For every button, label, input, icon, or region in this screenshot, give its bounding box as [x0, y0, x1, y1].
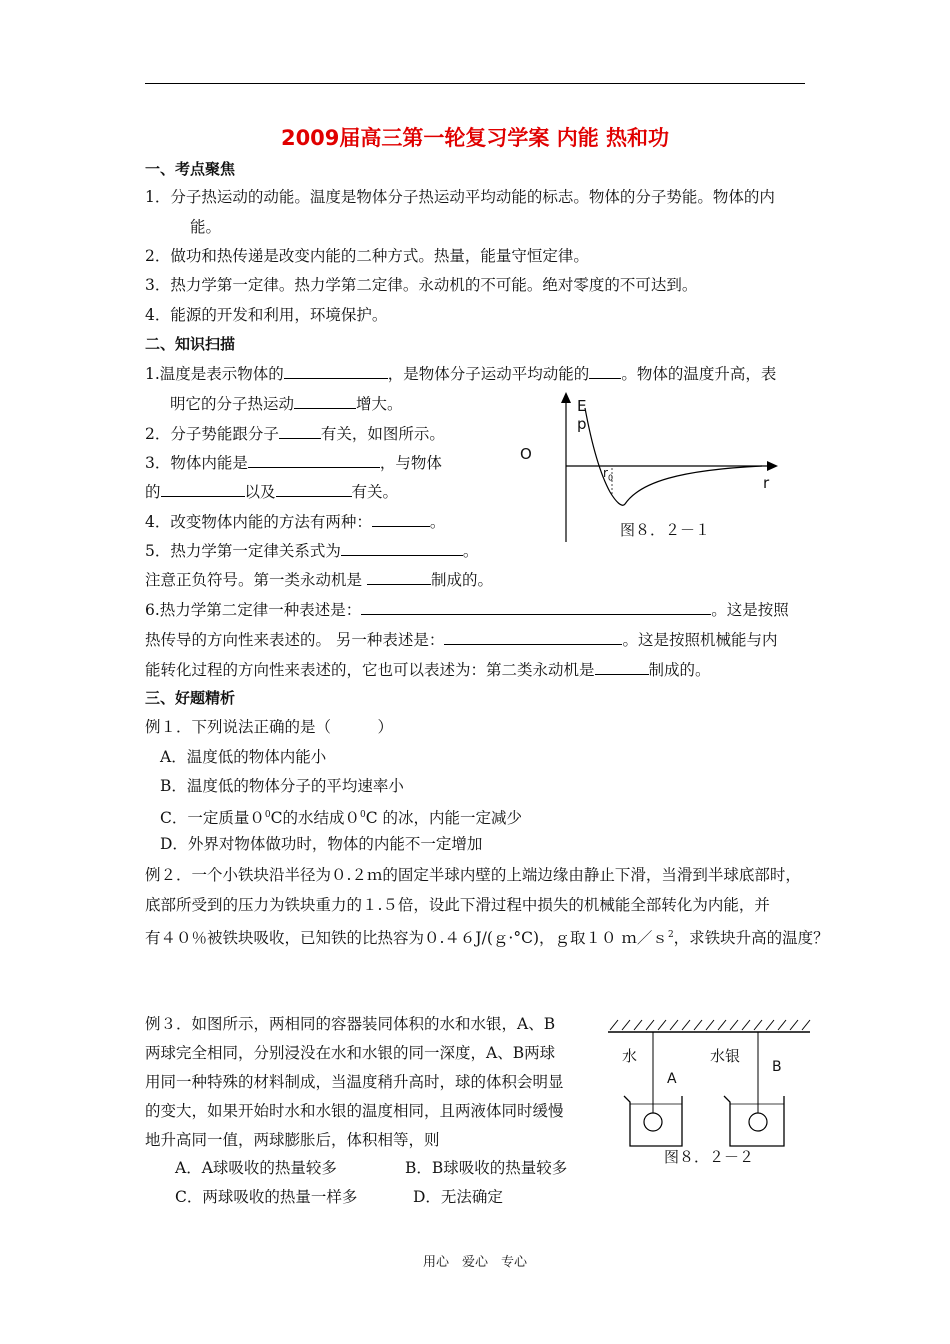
degree-sup: 0	[264, 810, 271, 820]
example-1-option-a: A．温度低的物体内能小	[160, 748, 327, 766]
blank[interactable]	[361, 598, 711, 615]
option-c-text-1: C．一定质量０	[160, 809, 265, 828]
squared-sup: 2	[667, 930, 674, 940]
ep-curve	[585, 408, 762, 505]
option-c-text-3: C 的冰，内能一定减少	[365, 809, 523, 828]
section-heading-focus: 一、考点聚焦	[145, 160, 236, 178]
scan-6-text-d: 。这是按照机械能与内	[622, 631, 778, 649]
scan-4-text-b: 。	[429, 513, 446, 531]
ball-a-label: A	[667, 1071, 677, 1087]
r0-sub: 0	[607, 473, 614, 483]
scan-3-text-e: 有关。	[351, 483, 399, 501]
ep-label-p: p	[577, 415, 587, 433]
scan-3-text-a: 3．物体内能是	[145, 454, 248, 472]
scan-item-3-cont	[145, 480, 398, 503]
page-title: 2009届高三第一轮复习学案 内能 热和功	[280, 126, 670, 150]
example-3-option-b: B．B球吸收的热量较多	[405, 1159, 568, 1177]
example-3-line-1: 例３．如图所示，两相同的容器装同体积的水和水银，A、B	[145, 1015, 556, 1033]
scan-1-text-a: 1.温度是表示物体的	[145, 365, 284, 383]
degree-sup: 0	[359, 810, 366, 820]
ceiling-hatching	[610, 1020, 810, 1030]
example-2-line-3b: ，求铁块升高的温度？	[673, 929, 829, 948]
example-2-line-2: 底部所受到的压力为铁块重力的１.５倍，设此下滑过程中损失的机械能全部转化为内能，并	[145, 896, 770, 914]
section-heading-examples: 三、好题精析	[145, 689, 236, 707]
example-3-line-4: 的变大，如果开始时水和水银的温度相同，且两液体同时缓慢	[145, 1102, 564, 1120]
scan-3-text-b: ，与物体	[379, 454, 442, 472]
header-rule	[145, 83, 805, 84]
r0-label	[603, 466, 613, 482]
scan-5-text-a: 5．热力学第一定律关系式为	[145, 542, 341, 560]
scan-3-text-d: 以及	[244, 483, 276, 501]
page-footer: 用心 爱心 专心	[422, 1255, 527, 1270]
blank[interactable]	[372, 510, 430, 527]
scan-6-text-a: 6.热力学第二定律一种表述是：	[145, 601, 362, 619]
scan-5-text-b: 。	[462, 542, 479, 560]
blank[interactable]	[276, 480, 352, 497]
blank[interactable]	[444, 628, 622, 645]
scan-item-6	[145, 598, 789, 621]
scan-5-text-d: 制成的。	[430, 571, 493, 589]
mercury-label: 水银	[710, 1047, 741, 1065]
blank[interactable]	[161, 480, 245, 497]
ball-b	[749, 1113, 767, 1131]
scan-6-text-f: 制成的。	[648, 661, 711, 679]
blank[interactable]	[294, 392, 356, 409]
blank[interactable]	[341, 539, 463, 556]
scan-item-6-cont	[145, 628, 777, 651]
example-3-line-5: 地升高同一值，两球膨胀后，体积相等，则	[145, 1131, 440, 1149]
scan-item-3	[145, 451, 442, 474]
example-2-line-3	[145, 924, 829, 949]
example-1-question: 例１．下列说法正确的是（ ）	[145, 718, 394, 736]
ball-b-label: B	[772, 1059, 782, 1075]
scan-1-text-e: 增大。	[356, 395, 403, 413]
example-2-line-3a: 有４０％被铁块吸收，已知铁的比热容为０.４６J/(ｇ·°C)，ｇ取１０ ｍ／ｓ	[145, 929, 668, 948]
scan-item-2	[145, 422, 445, 445]
example-2-line-1: 例２．一个小铁块沿半径为０.２ｍ的固定半球内壁的上端边缘由静止下滑，当滑到半球底部时，	[145, 866, 801, 884]
blank[interactable]	[367, 568, 431, 585]
scan-6-text-c: 热传导的方向性来表述的。 另一种表述是：	[145, 631, 445, 649]
scan-3-text-c: 的	[145, 483, 161, 501]
scan-6-text-b: 。这是按照	[711, 601, 789, 619]
scan-5-text-c: 注意正负符号。第一类永动机是	[145, 571, 367, 589]
focus-item-1: 1．分子热运动的动能。温度是物体分子热运动平均动能的标志。物体的分子势能。物体的内	[145, 188, 775, 206]
example-3-option-d: D．无法确定	[413, 1188, 503, 1206]
scan-item-4	[145, 510, 445, 533]
example-3-line-3: 用同一种特殊的材料制成，当温度稍升高时，球的体积会明显	[145, 1073, 564, 1091]
blank[interactable]	[284, 362, 388, 379]
scan-item-6-cont2	[145, 658, 711, 681]
scan-2-text-b: 有关，如图所示。	[320, 425, 445, 443]
blank[interactable]	[595, 658, 649, 675]
origin-label: O	[520, 445, 532, 463]
focus-item-2: 2．做功和热传递是改变内能的二种方式。热量，能量守恒定律。	[145, 247, 589, 265]
scan-item-1-cont	[170, 392, 403, 415]
scan-item-5	[145, 539, 478, 562]
focus-item-3: 3．热力学第一定律。热力学第二定律。永动机的不可能。绝对零度的不可达到。	[145, 276, 698, 294]
water-label: 水	[622, 1047, 638, 1065]
scan-6-text-e: 能转化过程的方向性来表述的，它也可以表述为：第二类永动机是	[145, 661, 595, 679]
scan-1-text-b: ，是物体分子运动平均动能的	[387, 365, 590, 383]
blank[interactable]	[589, 362, 621, 379]
option-c-text-2: C的水结成０	[270, 809, 360, 828]
figure-2-caption: 图８．２－２	[664, 1148, 755, 1166]
example-1-option-d: D．外界对物体做功时，物体的内能不一定增加	[160, 835, 483, 853]
scan-item-1	[145, 362, 776, 385]
scan-1-text-c: 。物体的温度升高，表	[621, 365, 777, 383]
figure-1-caption: 图８．２－１	[620, 521, 711, 539]
r0-r: r	[603, 466, 608, 480]
focus-item-1-cont: 能。	[190, 218, 222, 236]
example-1-option-c	[160, 804, 522, 829]
scan-2-text-a: 2．分子势能跟分子	[145, 425, 279, 443]
section-heading-scan: 二、知识扫描	[145, 335, 236, 353]
containers-diagram	[600, 1018, 820, 1158]
r-axis-label: r	[763, 474, 770, 492]
r-axis-arrow	[767, 461, 778, 471]
scan-4-text-a: 4．改变物体内能的方法有两种：	[145, 513, 372, 531]
blank[interactable]	[279, 422, 321, 439]
example-3-option-a: A．A球吸收的热量较多	[175, 1159, 337, 1177]
focus-item-4: 4．能源的开发和利用，环境保护。	[145, 306, 388, 324]
ep-label-e: E	[577, 397, 587, 415]
scan-1-text-d: 明它的分子热运动	[170, 395, 295, 413]
example-3-line-2: 两球完全相同，分别浸没在水和水银的同一深度，A、B两球	[145, 1044, 556, 1062]
ball-a	[644, 1113, 662, 1131]
scan-item-5-cont	[145, 568, 493, 591]
example-1-option-b: B．温度低的物体分子的平均速率小	[160, 777, 404, 795]
blank[interactable]	[248, 451, 380, 468]
ep-axis-arrow	[561, 392, 571, 403]
example-3-option-c: C．两球吸收的热量一样多	[175, 1188, 358, 1206]
